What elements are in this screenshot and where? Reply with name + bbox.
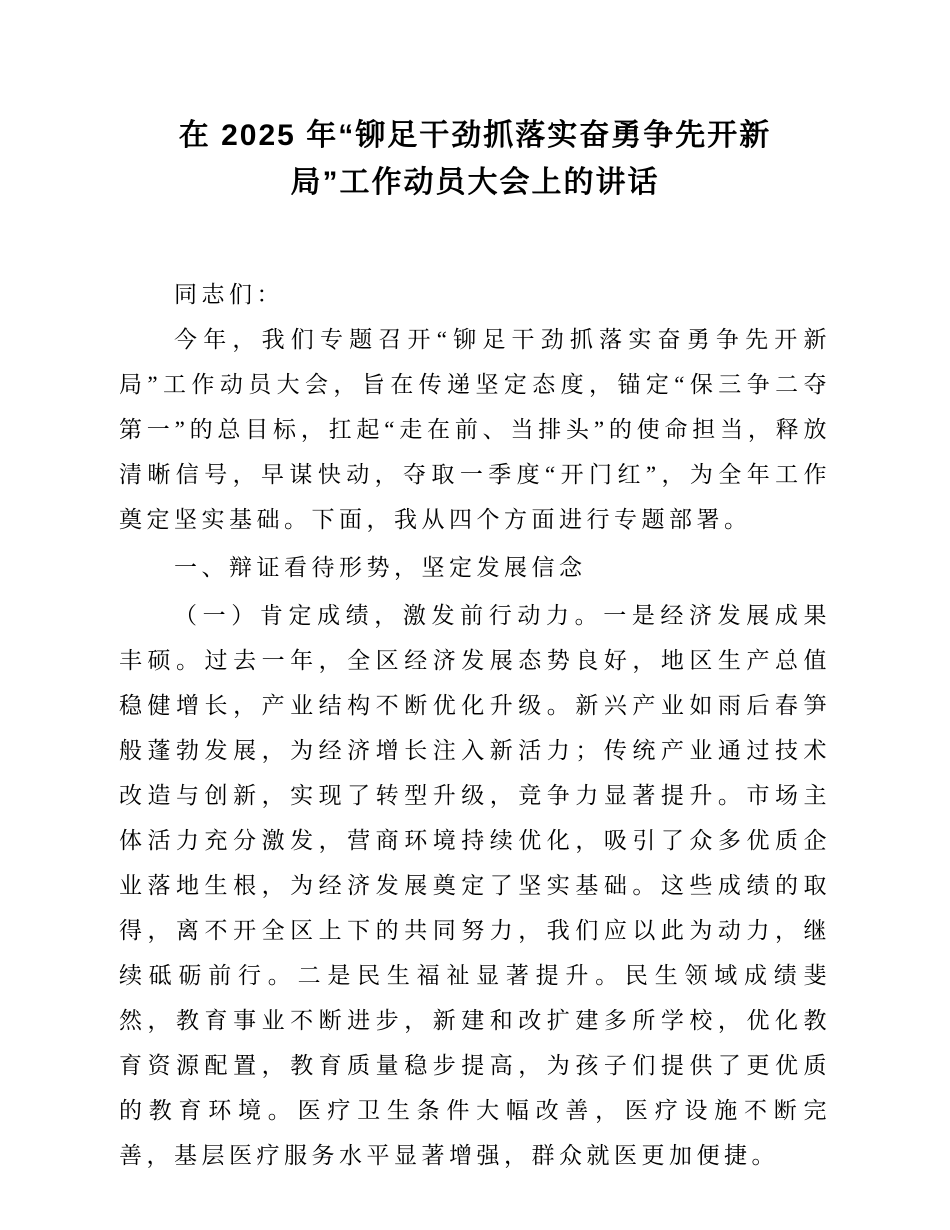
document-body bbox=[119, 206, 831, 1178]
salutation: 同志们： bbox=[174, 282, 284, 307]
opening-paragraph: 今年，我们专题召开“铆足干劲抓落实奋勇争先开新局”工作动员大会，旨在传递坚定态度，锚定“保三争二夺第一”的总目标，扛起“走在前、当排头”的使命担当，释放清晰信号，早谋快动，夺取一季度“开门红”，为全年工作奠定坚实基础。下面，我从四个方面进行专题部署。 bbox=[119, 327, 831, 532]
section-1-paragraph: （一）肯定成绩，激发前行动力。一是经济发展成果丰硕。过去一年，全区经济发展态势良好，地区生产总值稳健增长，产业结构不断优化升级。新兴产业如雨后春笋般蓬勃发展，为经济增长注入新活力；传统产业通过技术改造与创新，实现了转型升级，竞争力显著提升。市场主体活力充分激发，营商环境持续优化，吸引了众多优质企业落地生根，为经济发展奠定了坚实基础。这些成绩的取得，离不开全区上下的共同努力，我们应以此为动力，继续砥砺前行。二是民生福祉显著提升。民生领域成绩斐然，教育事业不断进步，新建和改扩建多所学校，优化教育资源配置，教育质量稳步提高，为孩子们提供了更优质的教育环境。医疗卫生条件大幅改善，医疗设施不断完善，基层医疗服务水平显著增强，群众就医更加便捷。 bbox=[119, 603, 831, 1168]
document-title: 在 2025 年“铆足干劲抓落实奋勇争先开新局”工作动员大会上的讲话 bbox=[178, 119, 772, 199]
section-heading-1: 一、辩证看待形势，坚定发展信念 bbox=[174, 555, 587, 580]
